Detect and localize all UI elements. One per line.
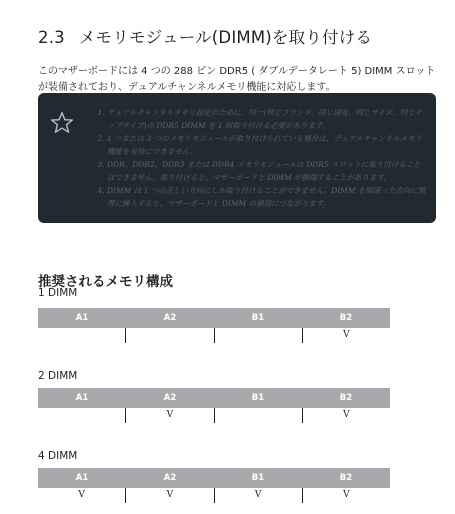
slot-mark: V (302, 408, 390, 423)
section-number: 2.3 (38, 27, 65, 47)
slot-header: B2 (339, 473, 353, 483)
slot-header: B1 (251, 393, 265, 403)
slot-header: A2 (163, 313, 177, 323)
slot-header: A1 (75, 473, 89, 483)
slot-table-2-dimm (38, 388, 390, 423)
config-label: 4 DIMM (38, 450, 78, 462)
slot-mark (125, 328, 213, 343)
note-item: 1. デュアルチャンネルメモリ設定のために、同一(同じブランド、同じ速度、同じサイズ、同じチップタイプ)の DDR5 DIMM を 1 組取り付ける必要があります。 (107, 107, 427, 132)
slot-header: A2 (163, 473, 177, 483)
slot-header: A1 (75, 393, 89, 403)
slot-header: A2 (163, 393, 177, 403)
slot-header: B1 (251, 313, 265, 323)
slot-table-4-dimm (38, 468, 390, 503)
slot-header: B2 (339, 393, 353, 403)
slot-header-row (38, 468, 390, 488)
slot-mark-row (38, 328, 390, 343)
slot-mark (214, 328, 302, 343)
slot-table-1-dimm (38, 308, 390, 343)
slot-header: B1 (251, 473, 265, 483)
slot-mark-row (38, 488, 390, 503)
section-heading (38, 24, 372, 48)
slot-mark: V (125, 408, 213, 423)
slot-mark: V (125, 488, 213, 503)
slot-mark (214, 408, 302, 423)
slot-mark (38, 328, 125, 343)
slot-mark: V (78, 490, 85, 500)
note-item: 4. DIMM は 1 つの正しい方向にしか取り付けることができません。DIMM を間違った方向に無理に挿入すると、マザーボードと DIMM の損傷につながります。 (107, 185, 427, 210)
note-list (93, 107, 427, 211)
recommended-config-title: 推奨されるメモリ構成 (38, 273, 173, 290)
intro-paragraph: このマザーボードには 4 つの 288 ピン DDR5 ( ダブルデータレート 5) DIMM スロットが装備されており、デュアルチャンネルメモリ機能に対応します。 (38, 66, 436, 93)
slot-mark (38, 408, 125, 423)
slot-mark-row (38, 408, 390, 423)
slot-header: B2 (339, 313, 353, 323)
config-label: 1 DIMM (38, 287, 78, 299)
slot-header: A1 (75, 313, 89, 323)
star-icon (49, 110, 75, 136)
slot-header-row (38, 388, 390, 408)
slot-header-row (38, 308, 390, 328)
note-item: 3. DDR、DDR2、DDR3 または DDR4 メモリモジュールは DDR5 スロットに取り付けることはできません。取り付けると、マザーボードと DIMM が損傷することがあります。 (107, 159, 427, 184)
note-item: 2. 1 つまたは 3 つのメモリモジュールが取り付けられている場合は、デュアルチャンネルメモリ機能を有効にできません。 (107, 133, 427, 158)
note-box (38, 93, 436, 223)
slot-mark: V (302, 328, 390, 343)
slot-mark: V (302, 488, 390, 503)
config-label: 2 DIMM (38, 370, 78, 382)
section-title: メモリモジュール(DIMM)を取り付ける (78, 27, 373, 47)
slot-mark: V (214, 488, 302, 503)
